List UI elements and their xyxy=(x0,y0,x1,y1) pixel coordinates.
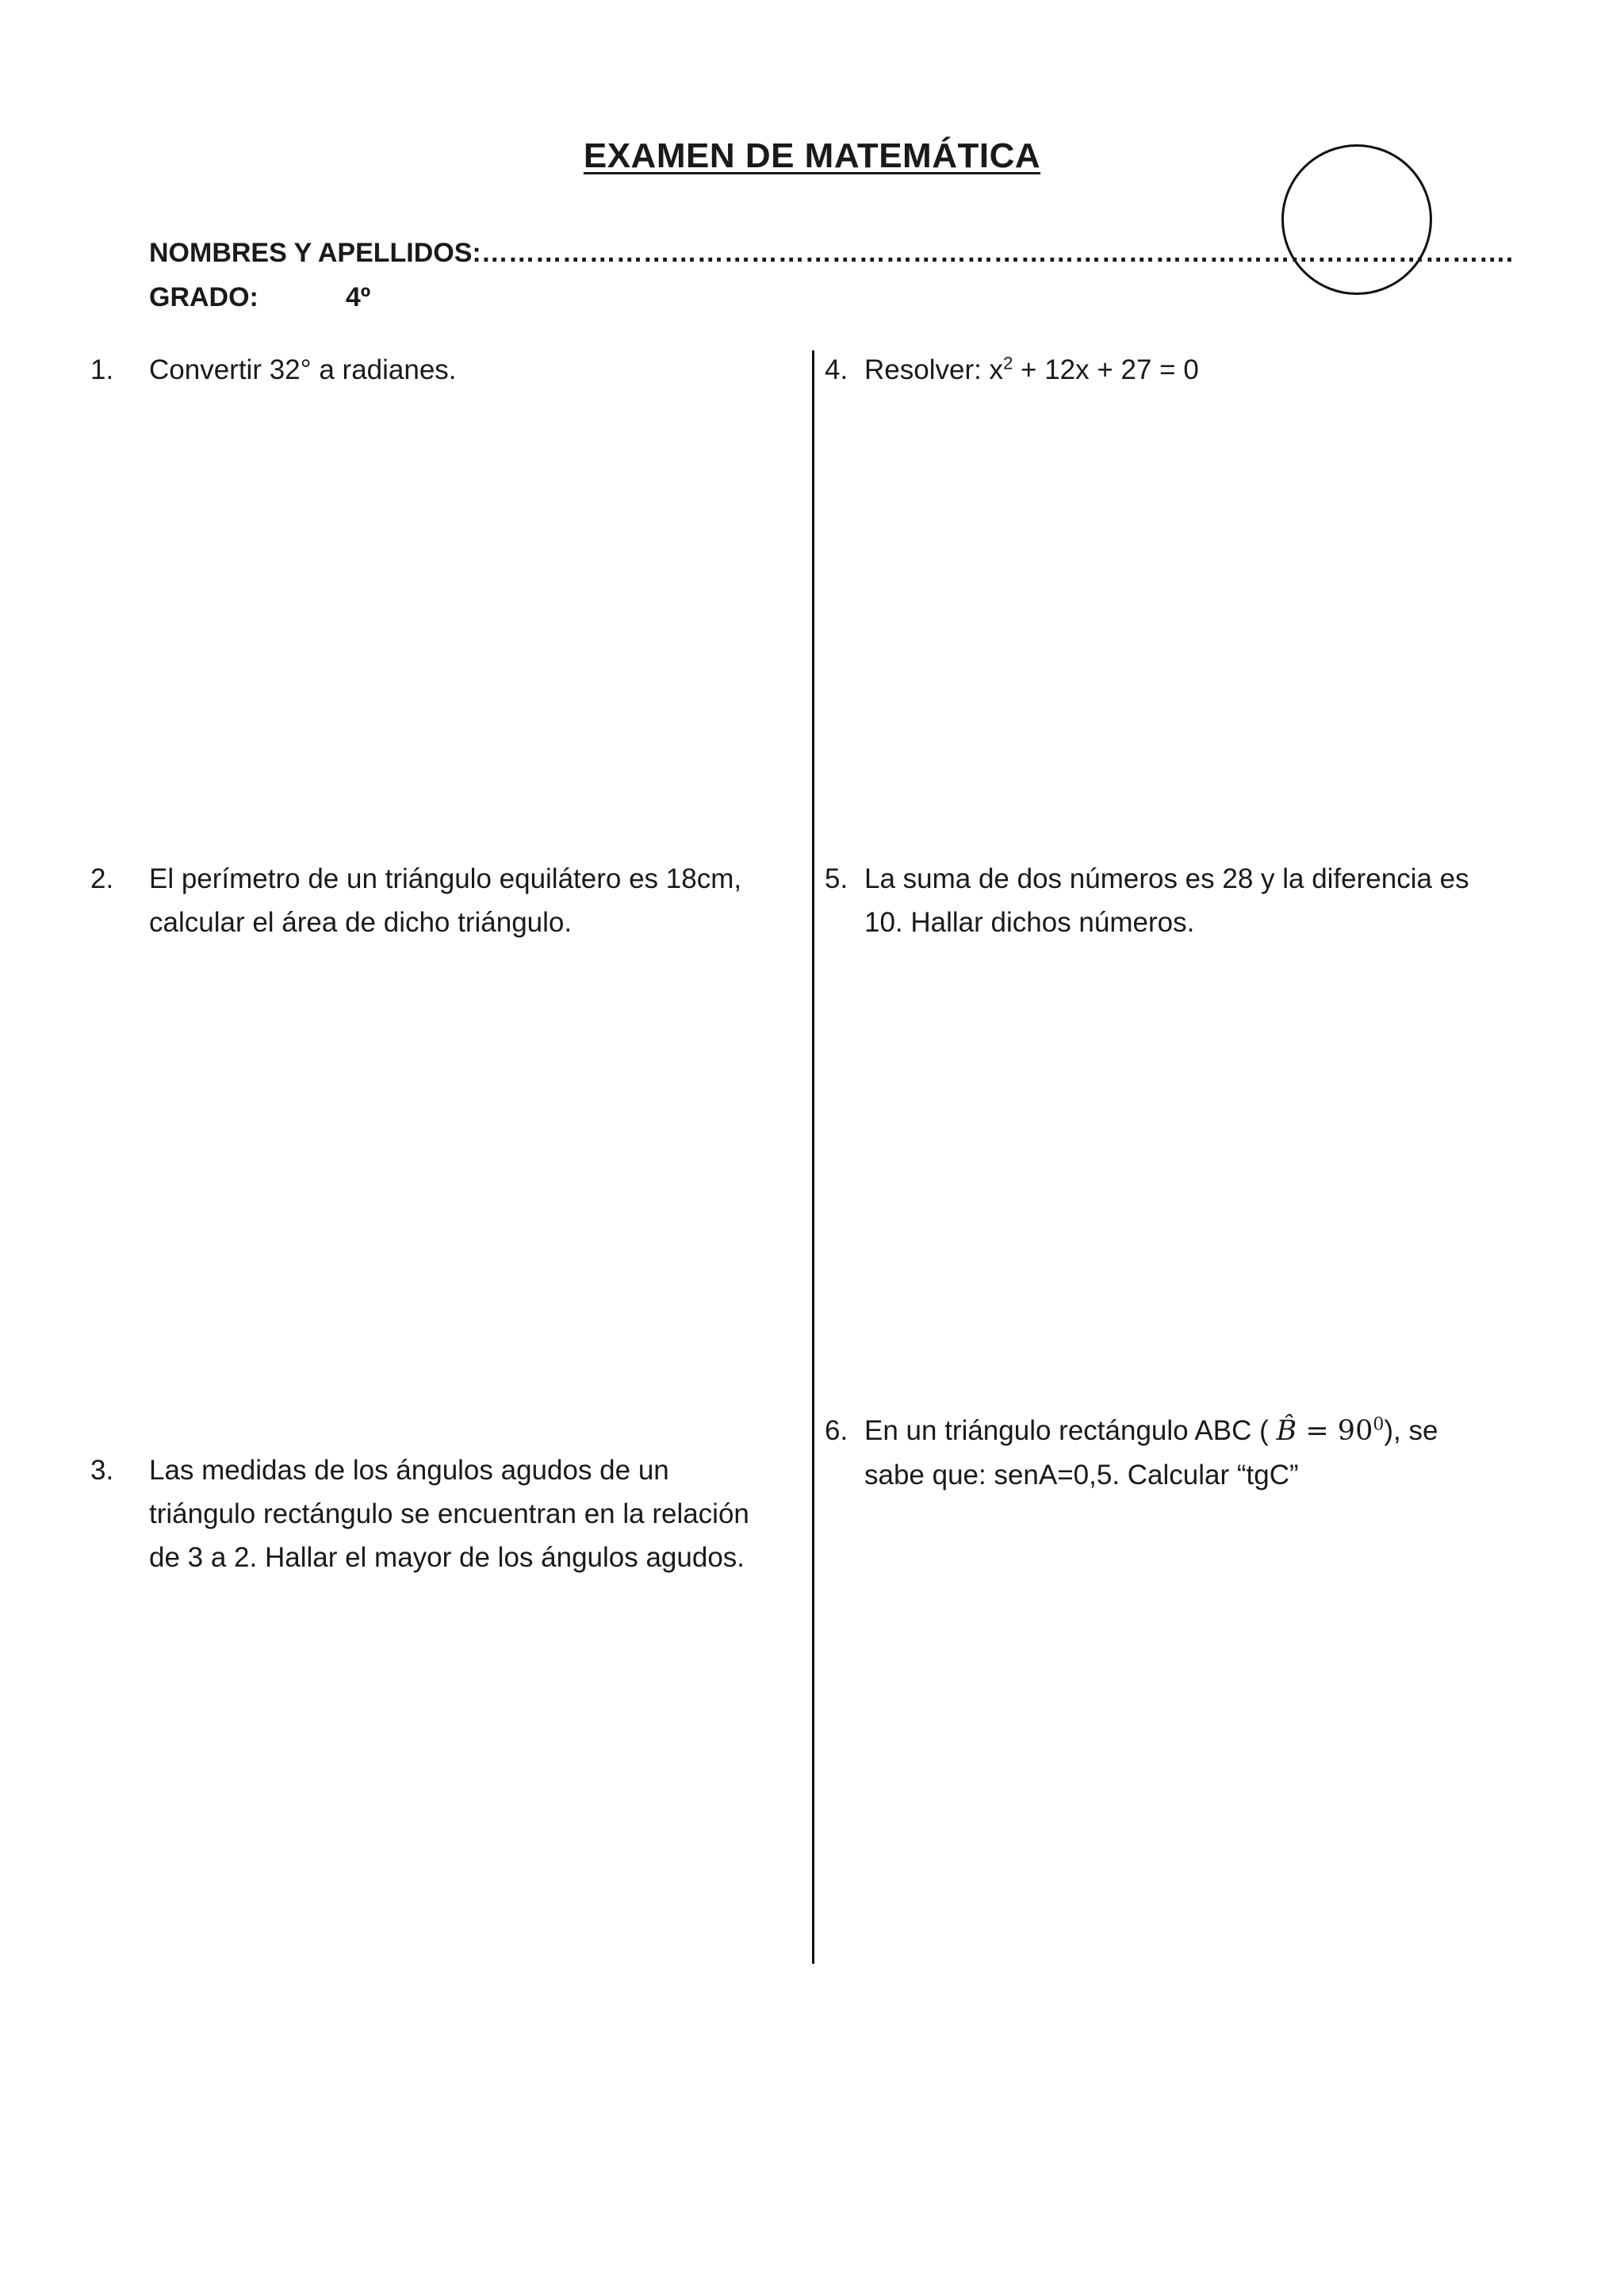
question-text: La suma de dos números es 28 y la diferencia es 10. Hallar dichos números. xyxy=(864,863,1469,938)
question-number: 6. xyxy=(825,1415,848,1446)
question-number: 4. xyxy=(825,354,848,385)
question-text: Resolver: $x^2 + 12x + 27 = 0$ xyxy=(864,353,1199,385)
name-field xyxy=(149,238,1513,269)
question-number: 3. xyxy=(90,1455,114,1486)
question-number: 5. xyxy=(825,863,848,894)
name-dotted-line: ……………………………………………………………………………………………………. xyxy=(481,238,1514,268)
grade-field xyxy=(149,282,370,313)
question-text: El perímetro de un triángulo equilátero es 18cm, calcular el área de dicho triángulo. xyxy=(149,863,742,938)
math-b-hat: B̂ xyxy=(1276,1415,1297,1447)
column-divider xyxy=(812,350,814,1964)
score-circle xyxy=(1281,144,1432,295)
grade-label: GRADO: xyxy=(149,282,259,312)
question-number: 2. xyxy=(90,863,114,894)
question-number: 1. xyxy=(90,354,114,385)
name-label: NOMBRES Y APELLIDOS: xyxy=(149,238,481,268)
exam-title: EXAMEN DE MATEMÁTICA xyxy=(583,136,1041,175)
grade-value: 4º xyxy=(345,282,371,312)
question-text: En un triángulo rectángulo ABC ( B̂ = $90^0$), se sabe que: senA=0,5. Calcular “tgC” xyxy=(864,1414,1438,1490)
question-text: Las medidas de los ángulos agudos de un triángulo rectángulo se encuentran en la relación de 3 a 2. Hallar el mayor de los ángulos agudos. xyxy=(149,1455,749,1573)
question-text: Convertir 32° a radianes. xyxy=(149,354,457,385)
